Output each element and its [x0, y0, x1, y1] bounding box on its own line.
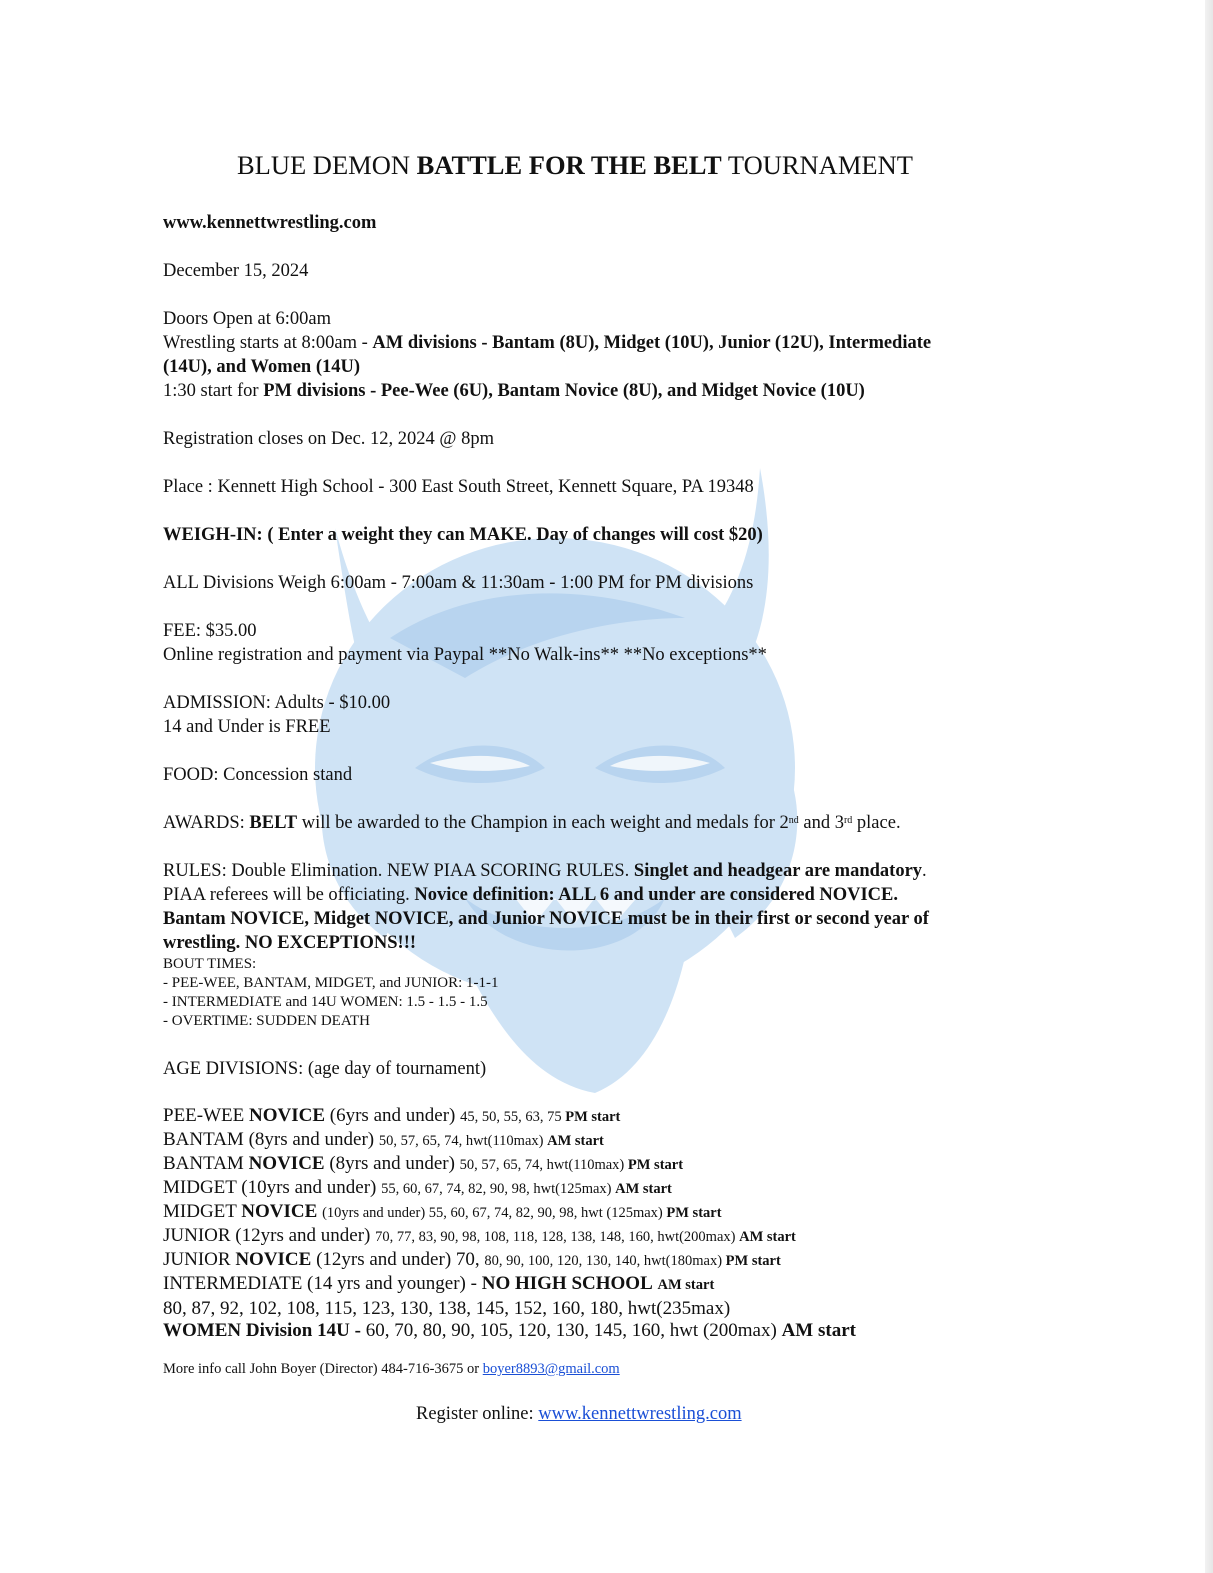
- register-online: [416, 1402, 742, 1426]
- awards-sup-rd: rd: [843, 815, 853, 826]
- pm-schedule: [163, 379, 865, 403]
- division-row: [163, 1176, 672, 1201]
- division-start: PM start: [725, 1253, 781, 1269]
- division-name: BANTAM: [163, 1153, 249, 1174]
- intermediate-weights: 80, 87, 92, 102, 108, 115, 123, 130, 138, 145, 152, 160, 180, hwt(235max): [163, 1298, 731, 1319]
- pm-divisions: PM divisions - Pee-Wee (6U), Bantam Novice (8U), and Midget Novice (10U): [263, 381, 865, 401]
- weigh-in-times: ALL Divisions Weigh 6:00am - 7:00am & 11:30am - 1:00 PM for PM divisions: [163, 573, 754, 593]
- division-row: [163, 1248, 781, 1273]
- awards-sup-nd: nd: [788, 815, 799, 826]
- division-novice: NOVICE: [235, 1249, 312, 1270]
- am-divisions: AM divisions - Bantam (8U), Midget (10U), Junior (12U), Intermediate: [372, 333, 932, 353]
- rules-line4: wrestling. NO EXCEPTIONS!!!: [163, 933, 417, 953]
- division-start: PM start: [565, 1109, 621, 1125]
- bout-time-item: - INTERMEDIATE and 14U WOMEN: 1.5 - 1.5 - 1.5: [163, 994, 488, 1010]
- website-text: www.kennettwrestling.com: [163, 213, 377, 233]
- women-division-label: WOMEN Division 14U -: [163, 1320, 366, 1341]
- division-weights: 50, 57, 65, 74, hwt(110max): [459, 1157, 628, 1173]
- division-weights: 50, 57, 65, 74, hwt(110max): [378, 1133, 548, 1149]
- division-row: [163, 1152, 683, 1177]
- division-novice: NOVICE: [249, 1105, 326, 1126]
- admission: ADMISSION: Adults - $10.00: [163, 693, 391, 713]
- am-schedule-line2: (14U), and Women (14U): [163, 357, 360, 377]
- rules-referees: PIAA referees will be officiating.: [163, 885, 415, 905]
- division-name: MIDGET: [163, 1201, 242, 1222]
- division-start: AM start: [739, 1229, 796, 1245]
- division-name: MIDGET (10yrs and under): [163, 1177, 382, 1198]
- age-divisions-heading: AGE DIVISIONS: (age day of tournament): [163, 1059, 487, 1079]
- title-bold: BATTLE FOR THE BELT: [416, 150, 722, 180]
- division-start: AM start: [547, 1133, 604, 1149]
- rules-novice-def: Novice definition: ALL 6 and under are considered NOVICE.: [414, 885, 899, 905]
- division-weights: 55, 60, 67, 74, 82, 90, 98, hwt(125max): [381, 1181, 616, 1197]
- title-suffix: TOURNAMENT: [721, 150, 913, 180]
- women-start: AM start: [781, 1320, 856, 1341]
- awards-and: and 3: [798, 813, 844, 833]
- page-title: [237, 150, 913, 181]
- awards: [163, 811, 901, 835]
- bout-time-item: - OVERTIME: SUDDEN DEATH: [163, 1013, 370, 1029]
- rules-intro: RULES: Double Elimination. NEW PIAA SCORING RULES.: [163, 861, 634, 881]
- registration-close: Registration closes on Dec. 12, 2024 @ 8pm: [163, 429, 494, 449]
- division-row: [163, 1200, 722, 1225]
- contact-info: [163, 1357, 620, 1381]
- contact-email-link[interactable]: boyer8893@gmail.com: [482, 1361, 620, 1377]
- division-weights: 80, 90, 100, 120, 130, 140, hwt(180max): [484, 1253, 726, 1269]
- division-start: AM start: [657, 1277, 715, 1293]
- bout-times-heading: BOUT TIMES:: [163, 956, 257, 972]
- fee-details: Online registration and payment via Paypal **No Walk-ins** **No exceptions**: [163, 645, 767, 665]
- title-prefix: BLUE DEMON: [237, 150, 417, 180]
- division-name: PEE-WEE: [163, 1105, 250, 1126]
- rules-line3: Bantam NOVICE, Midget NOVICE, and Junior NOVICE must be in their first or second year of: [163, 909, 929, 929]
- division-row: [163, 1272, 714, 1297]
- division-weights: (10yrs and under) 55, 60, 67, 74, 82, 90, 98, hwt (125max): [322, 1205, 667, 1221]
- pm-prefix: 1:30 start for: [163, 381, 264, 401]
- event-date: December 15, 2024: [163, 261, 309, 281]
- division-weights: 45, 50, 55, 63, 75: [460, 1109, 566, 1125]
- food: FOOD: Concession stand: [163, 765, 353, 785]
- women-weights: 60, 70, 80, 90, 105, 120, 130, 145, 160, hwt (200max): [365, 1320, 782, 1341]
- division-age: (6yrs and under): [325, 1105, 461, 1126]
- division-start: AM start: [615, 1181, 672, 1197]
- division-row: [163, 1104, 620, 1129]
- division-novice: NOVICE: [241, 1201, 318, 1222]
- rules-line1: [163, 859, 927, 883]
- fee: FEE: $35.00: [163, 621, 257, 641]
- division-start: PM start: [627, 1157, 684, 1173]
- contact-text: More info call John Boyer (Director) 484-716-3675 or: [163, 1361, 483, 1377]
- awards-prefix: AWARDS:: [163, 813, 250, 833]
- division-age: (8yrs and under): [324, 1153, 460, 1174]
- place: Place : Kennett High School - 300 East South Street, Kennett Square, PA 19348: [163, 477, 754, 497]
- am-prefix: Wrestling starts at 8:00am -: [163, 333, 373, 353]
- register-label: Register online:: [416, 1404, 539, 1424]
- register-link[interactable]: www.kennettwrestling.com: [538, 1404, 742, 1424]
- rules-line2: [163, 883, 898, 907]
- division-no-high-school: NO HIGH SCHOOL: [481, 1273, 653, 1294]
- awards-end: place.: [852, 813, 901, 833]
- division-name: INTERMEDIATE (14 yrs and younger) -: [163, 1273, 482, 1294]
- weigh-in-heading: WEIGH-IN: ( Enter a weight they can MAKE. Day of changes will cost $20): [163, 525, 763, 545]
- division-novice: NOVICE: [248, 1153, 325, 1174]
- page-edge: [1205, 0, 1213, 1573]
- division-name: JUNIOR (12yrs and under): [163, 1225, 376, 1246]
- division-start: PM start: [666, 1205, 722, 1221]
- rules-mandatory: Singlet and headgear are mandatory: [633, 861, 923, 881]
- awards-text: will be awarded to the Champion in each weight and medals for 2: [297, 813, 789, 833]
- division-weights: 70, 77, 83, 90, 98, 108, 118, 128, 138, 148, 160, hwt(200max): [375, 1229, 740, 1245]
- am-schedule-line1: [163, 331, 931, 355]
- division-name: BANTAM (8yrs and under): [163, 1129, 379, 1150]
- women-division: [163, 1319, 856, 1343]
- bout-time-item: - PEE-WEE, BANTAM, MIDGET, and JUNIOR: 1-1-1: [163, 975, 499, 991]
- division-age: (12yrs and under) 70,: [311, 1249, 485, 1270]
- awards-belt: BELT: [249, 813, 298, 833]
- division-name: JUNIOR: [163, 1249, 236, 1270]
- rules-period: .: [922, 861, 927, 881]
- doors-open: Doors Open at 6:00am: [163, 309, 332, 329]
- division-row: [163, 1224, 796, 1249]
- admission-free: 14 and Under is FREE: [163, 717, 331, 737]
- division-row: [163, 1128, 604, 1153]
